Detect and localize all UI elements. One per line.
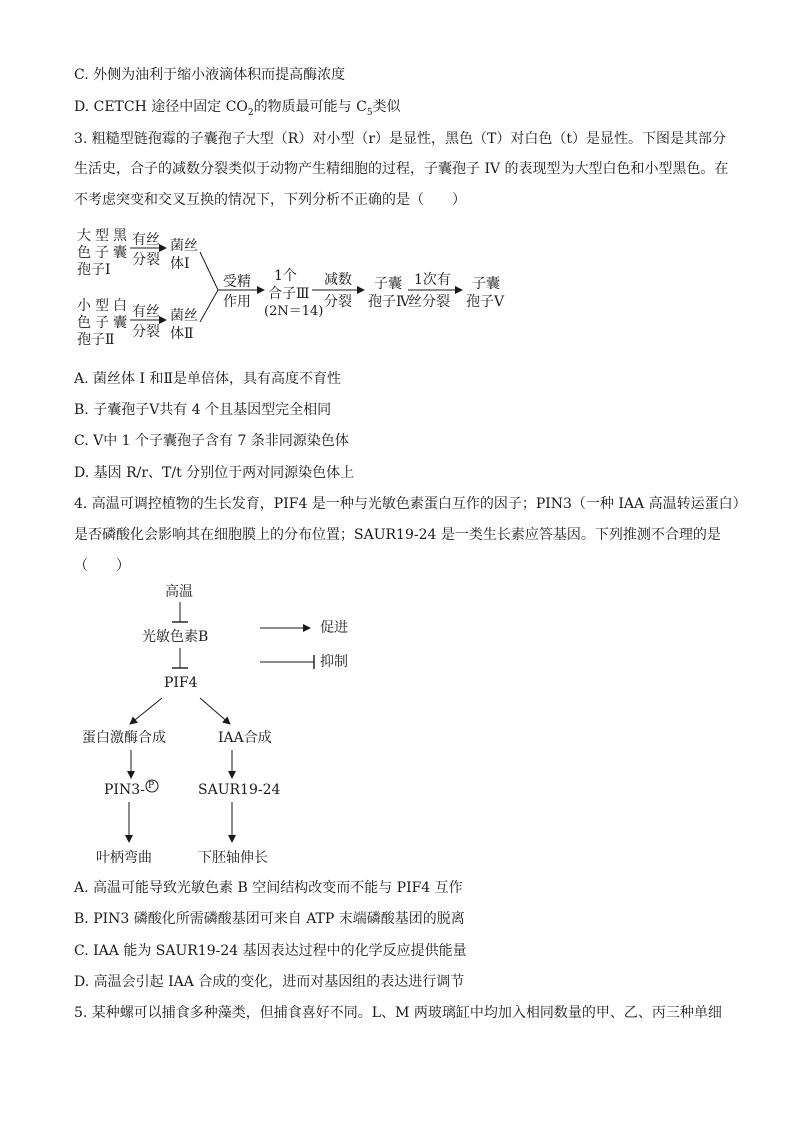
regulation-pathway-diagram bbox=[74, 580, 384, 870]
arrow-pif4-protease bbox=[130, 698, 162, 724]
option-3a: A. 菌丝体 I 和Ⅱ是单倍体，具有高度不育性 bbox=[74, 371, 341, 387]
subscript-5: 5 bbox=[366, 107, 373, 118]
spore2-label: 孢子Ⅱ bbox=[77, 332, 115, 348]
mitosis1-bottom: 分裂 bbox=[132, 252, 160, 268]
spore1-char-d: 色 bbox=[77, 245, 91, 261]
label-petiole-bending: 叶柄弯曲 bbox=[96, 850, 152, 866]
option-2d-pre: D. CETCH 途径中固定 CO bbox=[74, 99, 248, 115]
mitosis2-top: 有丝 bbox=[132, 304, 160, 320]
life-cycle-diagram bbox=[74, 224, 514, 352]
zygote-chromosome: (2N＝14) bbox=[264, 304, 324, 319]
spore2-char-e: 子 bbox=[95, 315, 109, 331]
option-2d bbox=[74, 97, 401, 123]
option-4b: B. PIN3 磷酸化所需磷酸基团可来自 ATP 末端磷酸基团的脱离 bbox=[74, 911, 465, 927]
q4-stem-line3: （ ） bbox=[74, 558, 130, 574]
q3-stem-line1: 3. 粗糙型链孢霉的子囊孢子大型（R）对小型（r）是显性，黑色（T）对白色（t）是显性。下图是其部分 bbox=[74, 131, 727, 147]
option-3d: D. 基因 R/r、T/t 分别位于两对同源染色体上 bbox=[74, 465, 355, 481]
once-mitosis-bottom: 丝分裂 bbox=[408, 294, 450, 310]
hypha1-top: 菌丝 bbox=[170, 238, 198, 254]
line-hypha1-fert bbox=[200, 252, 218, 290]
spore2-char-c: 白 bbox=[113, 298, 127, 314]
mitosis1-top: 有丝 bbox=[132, 232, 160, 248]
spore1-char-c: 黑 bbox=[113, 228, 127, 244]
ascospore4-top: 子囊 bbox=[374, 276, 402, 292]
ascospore5-label: 孢子Ⅴ bbox=[466, 294, 505, 310]
subscript-2: 2 bbox=[247, 107, 254, 118]
spore2-char-a: 小 bbox=[77, 298, 91, 314]
q3-stem-line2: 生活史，合子的减数分裂类似于动物产生精细胞的过程，子囊孢子 IV 的表现型为大型白色和小型黑色。在 bbox=[74, 161, 729, 177]
mitosis2-bottom: 分裂 bbox=[132, 324, 160, 340]
q5-stem-line1: 5. 某种螺可以捕食多种藻类，但捕食喜好不同。L、M 两玻璃缸中均加入相同数量的甲、乙、丙三种单细 bbox=[74, 1005, 722, 1021]
zygote-count: 1个 bbox=[274, 268, 297, 284]
label-protein-kinase: 蛋白激酶合成 bbox=[82, 730, 166, 746]
line-hypha2-fert bbox=[200, 290, 218, 322]
legend-inhibit-label: 抑制 bbox=[320, 654, 348, 670]
spore1-char-b: 型 bbox=[95, 228, 109, 244]
once-mitosis-top: 1次有 bbox=[414, 272, 451, 288]
ascospore4-label: 孢子Ⅳ bbox=[368, 294, 410, 310]
hypha1-bottom: 体Ⅰ bbox=[170, 256, 190, 272]
spore1-label: 孢子Ⅰ bbox=[77, 262, 111, 278]
label-high-temp: 高温 bbox=[165, 584, 193, 600]
option-3b: B. 子囊孢子Ⅴ共有 4 个且基因型完全相同 bbox=[74, 402, 332, 418]
option-3c: C. Ⅴ中 1 个子囊孢子含有 7 条非同源染色体 bbox=[74, 433, 349, 449]
spore1-char-e: 子 bbox=[95, 245, 109, 261]
option-4c: C. IAA 能为 SAUR19-24 基因表达过程中的化学反应提供能量 bbox=[74, 943, 467, 959]
label-hypocotyl-elongation: 下胚轴伸长 bbox=[198, 850, 268, 866]
legend-promote-label: 促进 bbox=[320, 620, 348, 636]
fertilization-bottom: 作用 bbox=[223, 294, 251, 310]
ascospore5-top: 子囊 bbox=[472, 276, 500, 292]
spore1-char-a: 大 bbox=[77, 228, 91, 244]
spore1-char-f: 囊 bbox=[113, 245, 127, 261]
label-pin3: PIN3- bbox=[104, 782, 145, 798]
zygote-label: 合子Ⅲ bbox=[268, 286, 310, 302]
hypha2-bottom: 体Ⅱ bbox=[170, 326, 194, 342]
option-4a: A. 高温可能导致光敏色素 B 空间结构改变而不能与 PIF4 互作 bbox=[74, 880, 463, 896]
label-phytochrome-b: 光敏色素B bbox=[142, 629, 209, 645]
q3-stem-line3: 不考虑突变和交叉互换的情况下，下列分析不正确的是（ ） bbox=[74, 192, 466, 208]
option-2d-mid: 的物质最可能与 C bbox=[253, 99, 367, 115]
option-4d: D. 高温会引起 IAA 合成的变化，进而对基因组的表达进行调节 bbox=[74, 974, 465, 990]
q4-stem-line2: 是否磷酸化会影响其在细胞膜上的分布位置；SAUR19-24 是一类生长素应答基因。下列推测不合理的是 bbox=[74, 527, 721, 543]
spore2-char-f: 囊 bbox=[113, 315, 127, 331]
meiosis-top: 减数 bbox=[324, 272, 352, 288]
hypha2-top: 菌丝 bbox=[170, 308, 198, 324]
label-saur: SAUR19-24 bbox=[198, 782, 281, 798]
fertilization-top: 受精 bbox=[223, 274, 251, 290]
phosphate-symbol: P bbox=[148, 781, 155, 791]
option-2d-post: 类似 bbox=[372, 99, 401, 115]
meiosis-bottom: 分裂 bbox=[324, 294, 352, 310]
label-pif4: PIF4 bbox=[164, 675, 198, 691]
option-2c: C. 外侧为油利于缩小液滴体积而提高酶浓度 bbox=[74, 67, 346, 83]
spore2-char-d: 色 bbox=[77, 315, 91, 331]
label-iaa-synthesis: IAA合成 bbox=[218, 730, 272, 746]
arrow-pif4-iaa bbox=[200, 698, 230, 724]
spore2-char-b: 型 bbox=[95, 298, 109, 314]
q4-stem-line1: 4. 高温可调控植物的生长发育，PIF4 是一种与光敏色素蛋白互作的因子；PIN3（一种 IAA 高温转运蛋白） bbox=[74, 496, 747, 512]
